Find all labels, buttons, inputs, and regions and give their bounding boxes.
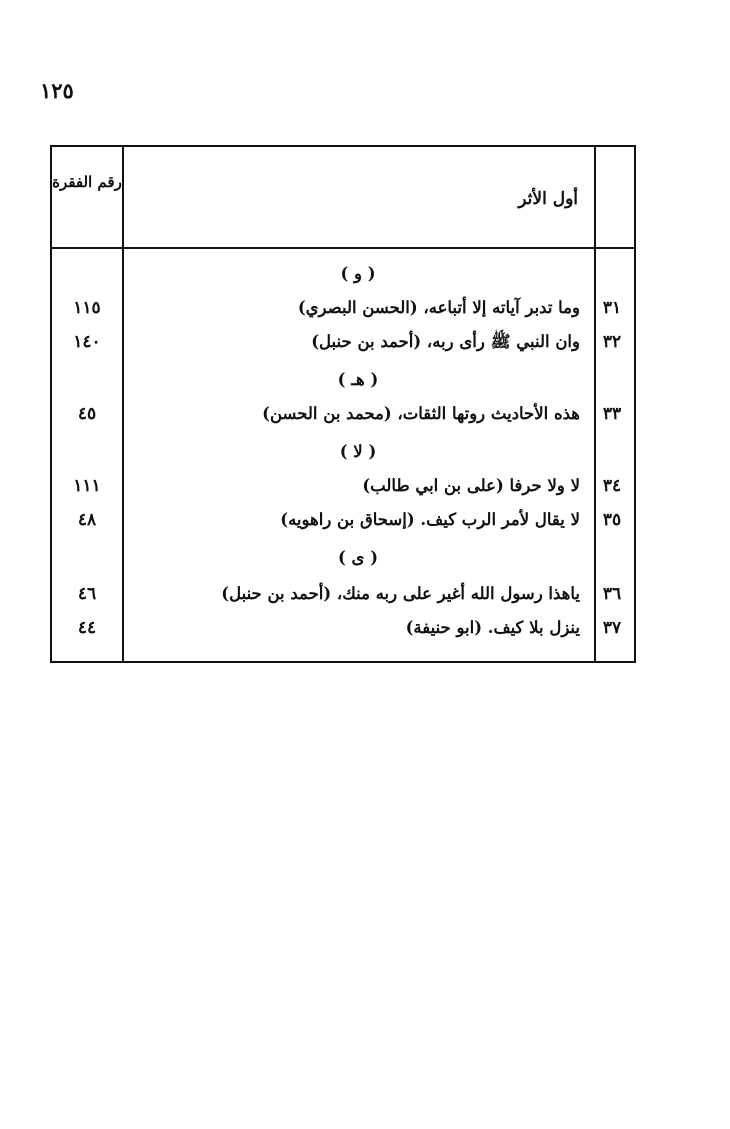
first-words: وما تدبر آياته إلا أتباعه، (الحسن البصري)	[297, 298, 580, 317]
first-words: لا يقال لأمر الرب كيف. (إسحاق بن راهويه)	[280, 510, 580, 529]
section-letter: ( هـ )	[337, 370, 379, 389]
section-letter: ( ى )	[337, 548, 379, 567]
section-letter: ( و )	[340, 264, 376, 283]
paragraph-number: ٤٨	[77, 510, 97, 530]
row-index: ٣٥	[602, 510, 622, 530]
header-first-words: أول الأثر	[518, 189, 578, 209]
index-table	[50, 145, 636, 663]
table-row	[52, 471, 634, 501]
paragraph-number: ٤٥	[77, 404, 97, 424]
table-row	[52, 505, 634, 535]
row-index: ٣١	[602, 298, 622, 318]
paragraph-number: ١١١	[73, 476, 101, 496]
table-row	[52, 613, 634, 643]
first-words: ياهذا رسول الله أغير على ربه منك، (أحمد بن حنبل)	[221, 584, 580, 603]
row-index: ٣٢	[602, 332, 622, 352]
paragraph-number: ٤٦	[77, 584, 97, 604]
row-index: ٣٦	[602, 584, 622, 604]
first-words: وان النبي ﷺ رأى ربه، (أحمد بن حنبل)	[311, 332, 580, 351]
table-row	[52, 579, 634, 609]
row-index: ٣٤	[602, 476, 622, 496]
table-row	[52, 399, 634, 429]
row-index: ٣٧	[602, 618, 622, 638]
first-words: لا ولا حرفا (على بن ابي طالب)	[362, 476, 580, 495]
first-words: ينزل بلا كيف. (ابو حنيفة)	[405, 618, 580, 637]
section-letter: ( لا )	[339, 442, 377, 461]
header-paragraph-number: رقم الفقرة	[52, 173, 122, 191]
paragraph-number: ١٤٠	[73, 332, 101, 352]
table-row	[52, 327, 634, 357]
paragraph-number: ١١٥	[73, 298, 101, 318]
paragraph-number: ٤٤	[77, 618, 97, 638]
header-divider	[52, 247, 634, 249]
table-row	[52, 293, 634, 323]
page-number: ١٢٥	[40, 78, 74, 103]
first-words: هذه الأحاديث روتها الثقات، (محمد بن الحسن)	[262, 404, 580, 423]
row-index: ٣٣	[602, 404, 622, 424]
